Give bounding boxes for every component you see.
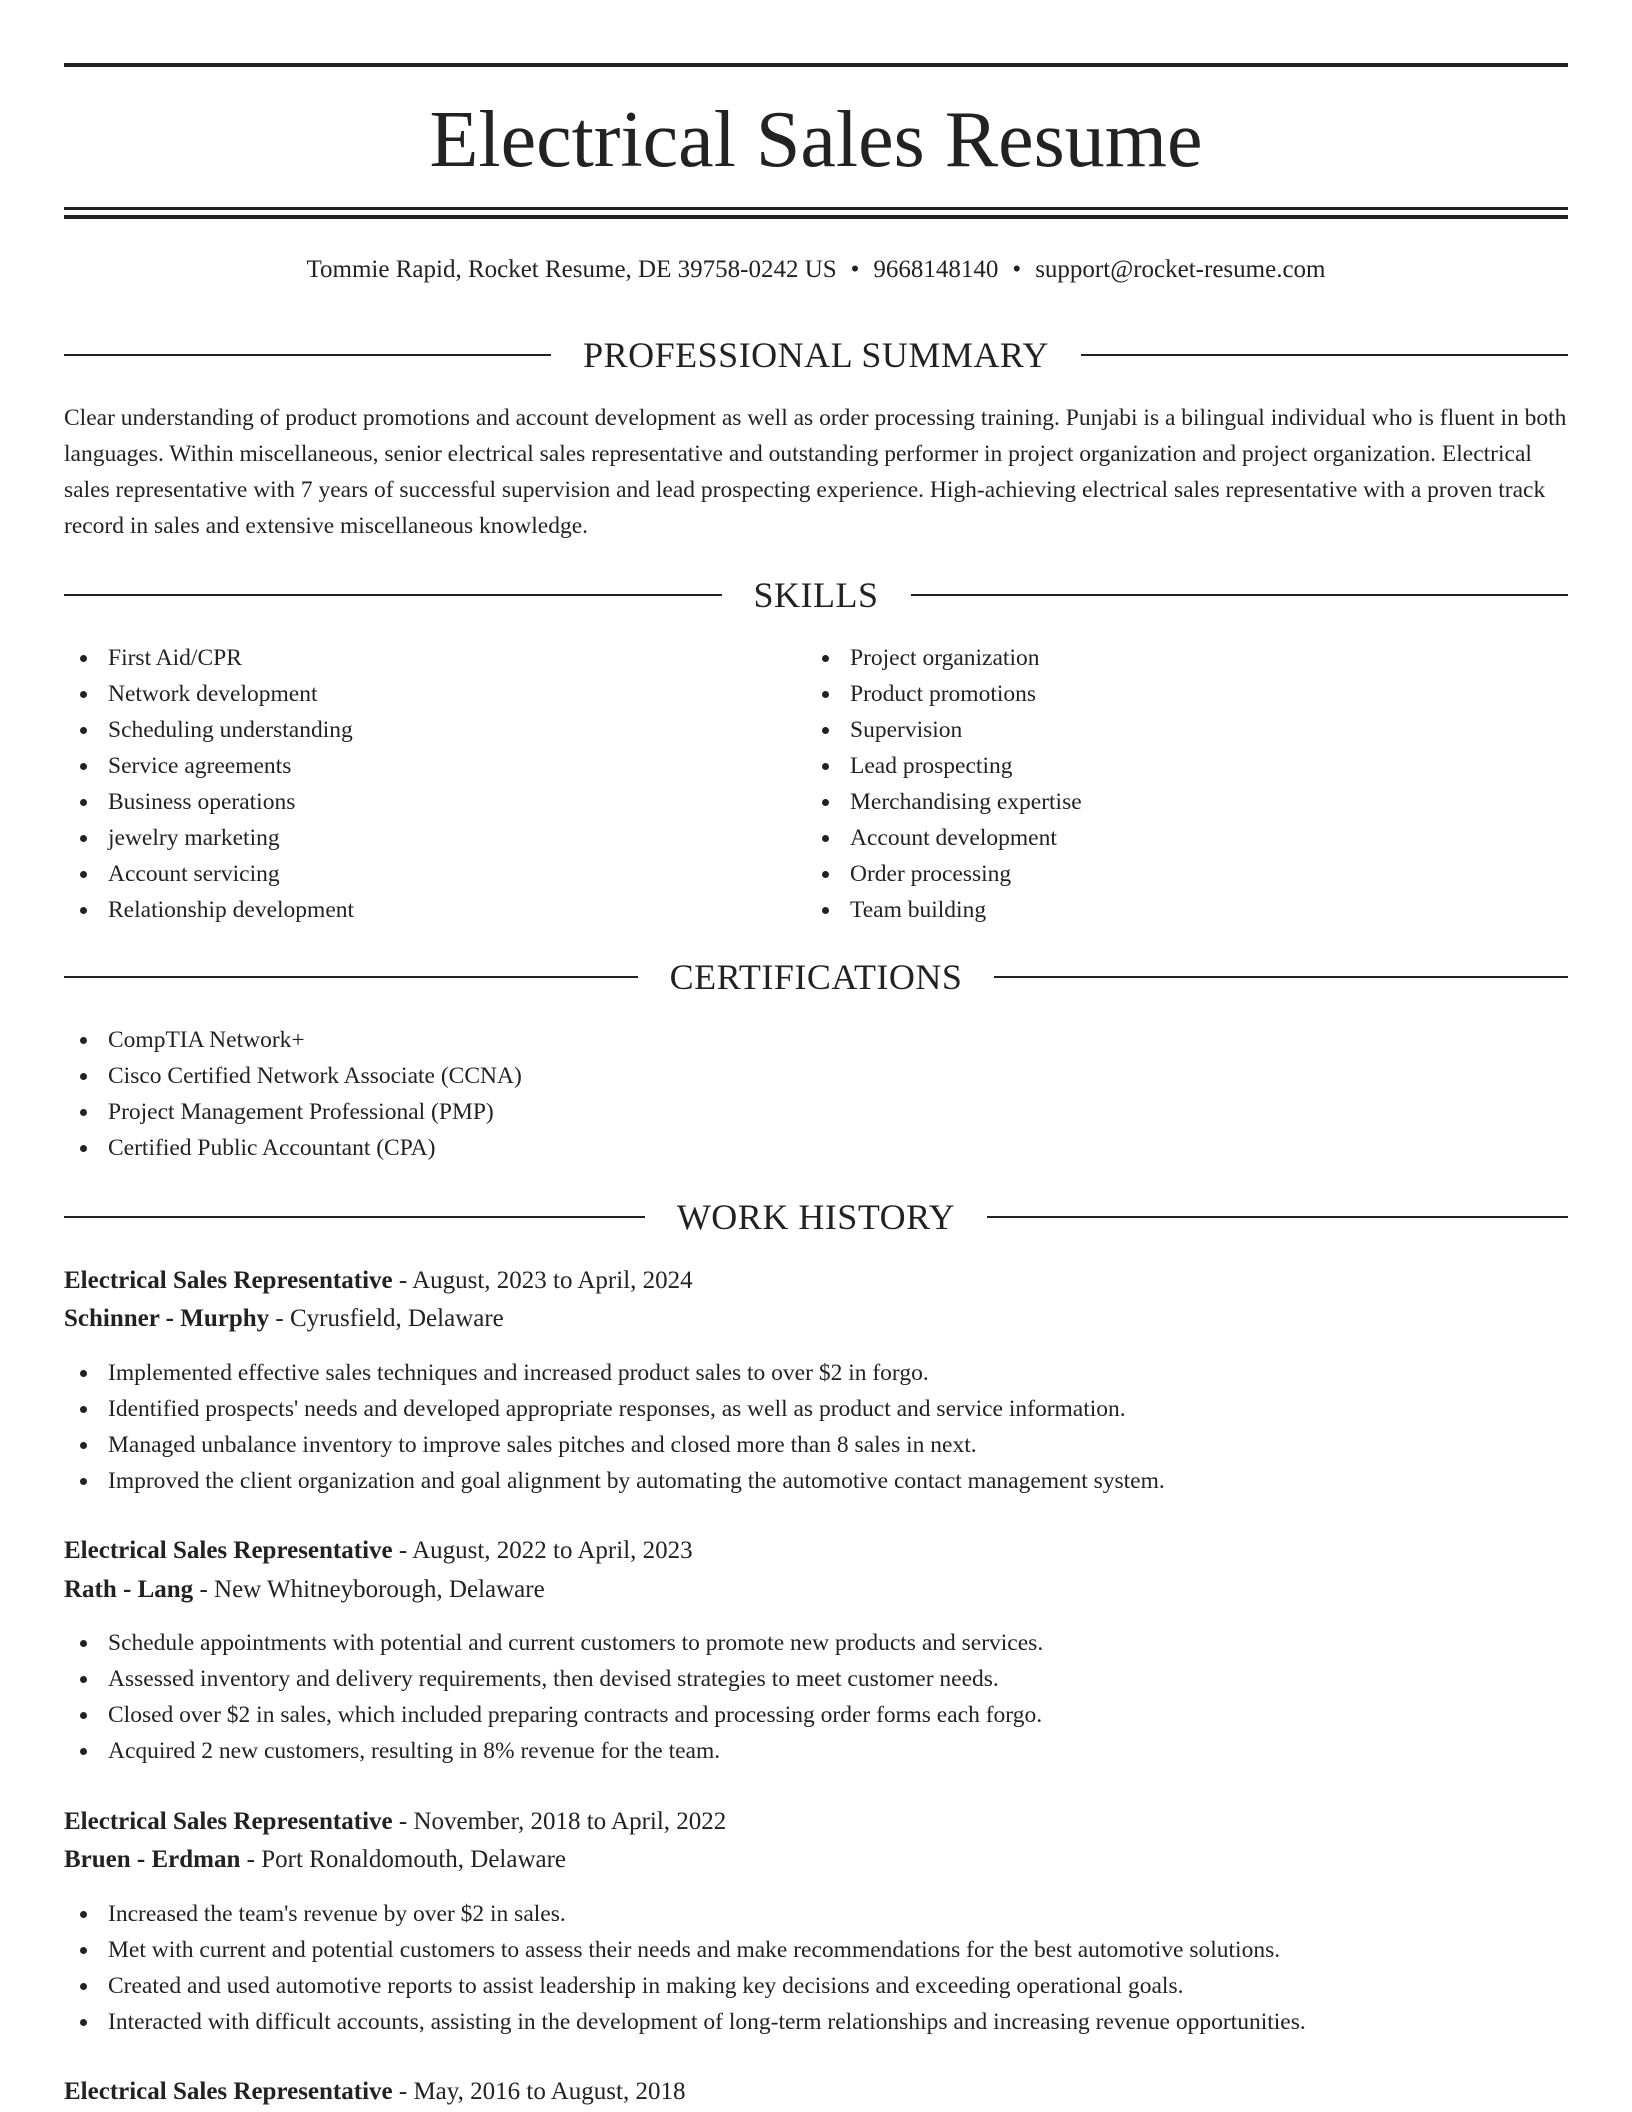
- job-bullet: Assessed inventory and delivery requirements, then devised strategies to meet customer needs.: [64, 1661, 1568, 1697]
- bullet-icon: [80, 691, 87, 698]
- job-company-line: [64, 1572, 545, 1608]
- bullet-icon: [80, 799, 87, 806]
- skill-item: Product promotions: [806, 676, 1506, 712]
- skill-item: First Aid/CPR: [64, 640, 764, 676]
- bullet-icon: [80, 1442, 87, 1449]
- title-rule-upper: [64, 207, 1568, 210]
- skill-item: Project organization: [806, 640, 1506, 676]
- bullet-icon: [80, 1145, 87, 1152]
- bullet-icon: [822, 691, 829, 698]
- skills-list-left: [64, 640, 764, 928]
- section-title: WORK HISTORY: [676, 1197, 956, 1237]
- job-bullet: Schedule appointments with potential and current customers to promote new products and services.: [64, 1625, 1568, 1661]
- job-dates: - August, 2022 to April, 2023: [392, 1537, 693, 1564]
- job-title: Electrical Sales Representative: [64, 1267, 393, 1294]
- job-bullets: [64, 1355, 1568, 1499]
- section-heading-certifications: [64, 955, 1568, 999]
- section-heading-skills: [64, 573, 1568, 617]
- skill-item: jewelry marketing: [64, 820, 764, 856]
- job-company-line: [64, 1301, 504, 1337]
- job-dates: - May, 2016 to August, 2018: [392, 2078, 686, 2105]
- bullet-icon: [80, 1109, 87, 1116]
- bullet-icon: [80, 1370, 87, 1377]
- heading-rule: [64, 1216, 645, 1218]
- bullet-icon: [80, 1478, 87, 1485]
- job-company: Schinner - Murphy: [64, 1305, 270, 1332]
- skill-item: Lead prospecting: [806, 748, 1506, 784]
- bullet-icon: [822, 763, 829, 770]
- resume-title: Electrical Sales Resume: [429, 96, 1203, 184]
- heading-rule: [1081, 354, 1568, 356]
- heading-rule: [64, 976, 638, 978]
- skill-item: Account servicing: [64, 856, 764, 892]
- bullet-icon: [822, 835, 829, 842]
- skill-item: Merchandising expertise: [806, 784, 1506, 820]
- heading-rule: [64, 354, 551, 356]
- section-title: PROFESSIONAL SUMMARY: [583, 335, 1049, 375]
- bullet-icon: [822, 727, 829, 734]
- skill-item: Team building: [806, 892, 1506, 928]
- section-heading-summary: [64, 333, 1568, 377]
- contact-email: support@rocket-resume.com: [1035, 256, 1326, 283]
- heading-rule: [911, 594, 1569, 596]
- job-location: - Cyrusfield, Delaware: [269, 1305, 504, 1332]
- job-dates: - November, 2018 to April, 2022: [392, 1808, 727, 1835]
- certification-item: Cisco Certified Network Associate (CCNA): [64, 1058, 1064, 1094]
- job-bullet: Met with current and potential customers to assess their needs and make recommendations for the best automotive solutions.: [64, 1932, 1568, 1968]
- skill-item: Network development: [64, 676, 764, 712]
- certifications-list: [64, 1022, 1064, 1166]
- skill-item: Supervision: [806, 712, 1506, 748]
- bullet-icon: [80, 871, 87, 878]
- skills-list-right: [806, 640, 1506, 928]
- bullet-icon: [80, 655, 87, 662]
- heading-rule: [987, 1216, 1568, 1218]
- job-bullet: Created and used automotive reports to assist leadership in making key decisions and exceeding operational goals.: [64, 1968, 1568, 2004]
- bullet-icon: [80, 1073, 87, 1080]
- contact-separator: •: [850, 256, 860, 283]
- bullet-icon: [80, 1640, 87, 1647]
- certification-item: CompTIA Network+: [64, 1022, 1064, 1058]
- certification-item: Project Management Professional (PMP): [64, 1094, 1064, 1130]
- skill-item: Service agreements: [64, 748, 764, 784]
- job-bullet: Identified prospects' needs and developed appropriate responses, as well as product and service information.: [64, 1391, 1568, 1427]
- bullet-icon: [80, 1406, 87, 1413]
- contact-phone: 9668148140: [873, 256, 999, 283]
- bullet-icon: [822, 655, 829, 662]
- bullet-icon: [80, 1748, 87, 1755]
- bullet-icon: [822, 907, 829, 914]
- certification-item: Certified Public Accountant (CPA): [64, 1130, 1064, 1166]
- job-bullet: Interacted with difficult accounts, assisting in the development of long-term relationships and increasing revenue opportunities.: [64, 2004, 1568, 2040]
- bullet-icon: [80, 1983, 87, 1990]
- bullet-icon: [80, 1037, 87, 1044]
- bullet-icon: [80, 835, 87, 842]
- bullet-icon: [80, 727, 87, 734]
- bullet-icon: [822, 799, 829, 806]
- job-dates: - August, 2023 to April, 2024: [392, 1267, 693, 1294]
- skill-item: Business operations: [64, 784, 764, 820]
- summary-text: Clear understanding of product promotions and account development as well as order processing training. Punjabi is a bilingual individual who is fluent in both languages. Within miscellaneous, senior electrical sales representative and outstanding performer in project organization and project organization. Electrical sales representative with 7 years of successful supervision and lead prospecting experience. High-achieving electrical sales representative with a proven track record in sales and extensive miscellaneous knowledge.: [64, 405, 1567, 539]
- job-bullet: Improved the client organization and goal alignment by automating the automotive contact management system.: [64, 1463, 1568, 1499]
- job-title-line: [64, 1533, 693, 1569]
- contact-line: [64, 254, 1568, 286]
- skill-item: Account development: [806, 820, 1506, 856]
- top-rule: [64, 63, 1568, 67]
- heading-rule: [64, 594, 722, 596]
- bullet-icon: [80, 763, 87, 770]
- job-bullet: Managed unbalance inventory to improve sales pitches and closed more than 8 sales in next.: [64, 1427, 1568, 1463]
- bullet-icon: [80, 1911, 87, 1918]
- bullet-icon: [822, 871, 829, 878]
- job-location: - New Whitneyborough, Delaware: [193, 1576, 545, 1603]
- job-company: Bruen - Erdman: [64, 1846, 241, 1873]
- job-title: Electrical Sales Representative: [64, 1537, 393, 1564]
- job-bullet: Increased the team's revenue by over $2 in sales.: [64, 1896, 1568, 1932]
- bullet-icon: [80, 907, 87, 914]
- job-title-line: [64, 1263, 693, 1299]
- job-bullets: [64, 1896, 1568, 2040]
- job-title: Electrical Sales Representative: [64, 1808, 393, 1835]
- section-title: SKILLS: [753, 575, 879, 615]
- bullet-icon: [80, 1676, 87, 1683]
- bullet-icon: [80, 1947, 87, 1954]
- contact-address: Tommie Rapid, Rocket Resume, DE 39758-0242 US: [306, 256, 837, 283]
- bullet-icon: [80, 1712, 87, 1719]
- skill-item: Order processing: [806, 856, 1506, 892]
- contact-separator: •: [1012, 256, 1022, 283]
- job-company: Rath - Lang: [64, 1576, 194, 1603]
- heading-rule: [994, 976, 1568, 978]
- job-location: - Port Ronaldomouth, Delaware: [240, 1846, 567, 1873]
- job-company-line: [64, 1842, 566, 1878]
- job-title-line: [64, 2074, 685, 2110]
- skill-item: Relationship development: [64, 892, 764, 928]
- job-bullet: Closed over $2 in sales, which included preparing contracts and processing order forms each forgo.: [64, 1697, 1568, 1733]
- job-title-line: [64, 1804, 726, 1840]
- section-heading-work-history: [64, 1195, 1568, 1239]
- job-bullets: [64, 1625, 1568, 1769]
- job-bullet: Implemented effective sales techniques and increased product sales to over $2 in forgo.: [64, 1355, 1568, 1391]
- bullet-icon: [80, 2019, 87, 2026]
- skill-item: Scheduling understanding: [64, 712, 764, 748]
- title-rule-lower: [64, 215, 1568, 219]
- job-title: Electrical Sales Representative: [64, 2078, 393, 2105]
- job-bullet: Acquired 2 new customers, resulting in 8% revenue for the team.: [64, 1733, 1568, 1769]
- section-title: CERTIFICATIONS: [669, 957, 963, 997]
